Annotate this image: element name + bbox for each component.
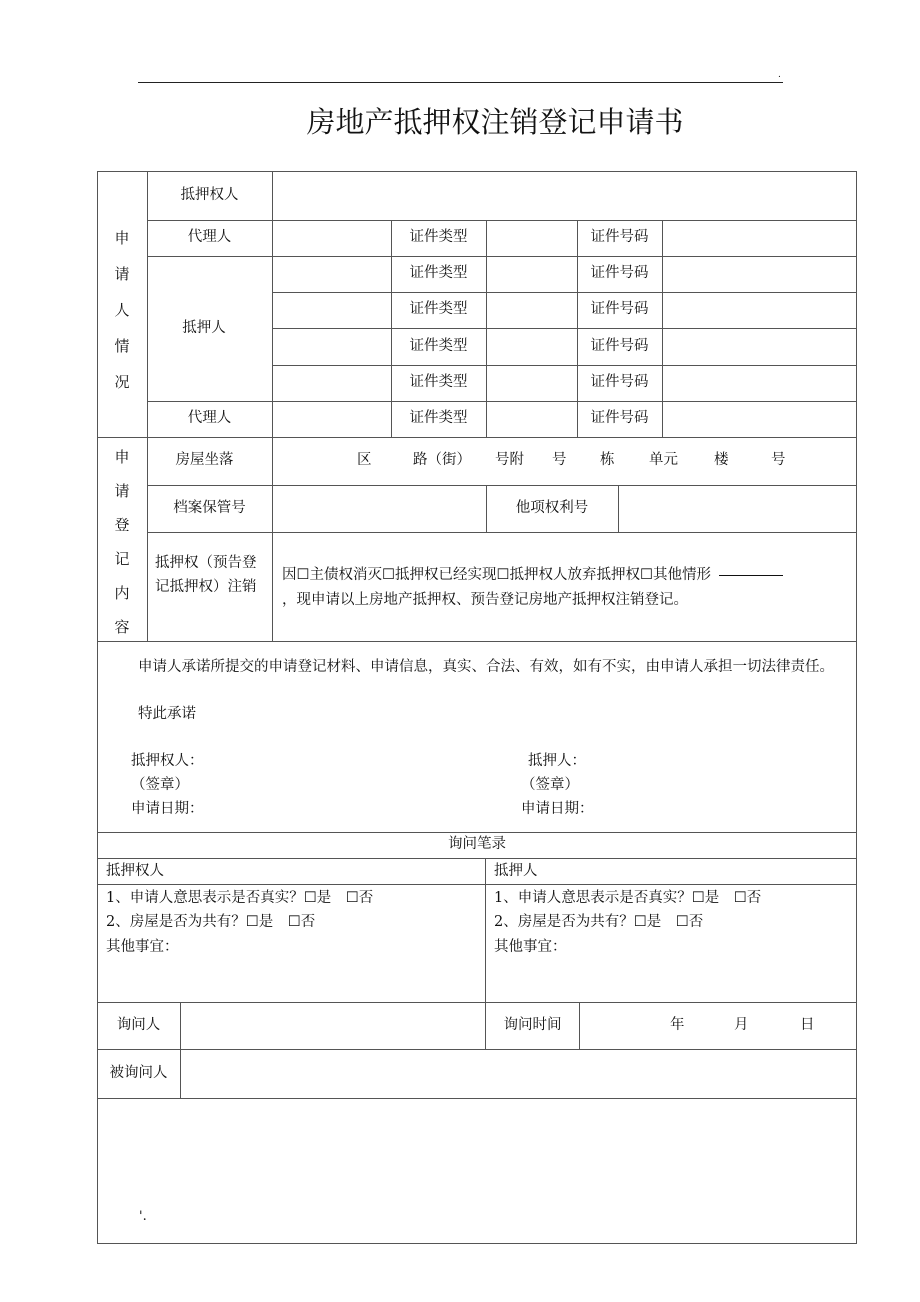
inquiry-title: 询问笔录: [448, 836, 506, 853]
inquiry-mortgagee-other: 其他事宜：: [106, 939, 179, 955]
id-number-label: 证件号码: [590, 265, 649, 282]
pledge-mortgagor-date: 申请日期：: [521, 801, 594, 817]
agent-label: 代理人: [187, 229, 232, 246]
inquiry-time-label: 询问时间: [503, 1016, 562, 1033]
id-number-field[interactable]: [663, 221, 856, 255]
id-type-label: 证件类型: [409, 337, 468, 354]
header-rule: [138, 82, 783, 83]
page-title: 房地产抵押权注销登记申请书: [306, 105, 684, 139]
archive-number-field[interactable]: [273, 486, 485, 531]
id-number-label: 证件号码: [590, 301, 649, 318]
mortgagee-field[interactable]: [273, 172, 856, 219]
cancel-reasons: [282, 568, 783, 583]
id-number-label: 证件号码: [590, 229, 649, 246]
cancel-request: ，现申请以上房地产抵押权、预告登记房地产抵押权注销登记。: [282, 592, 688, 608]
rule: [97, 884, 857, 885]
pledge-special: 特此承诺: [138, 706, 196, 722]
other-right-number-label: 他项权利号: [515, 499, 589, 516]
location-district: 区: [357, 452, 372, 468]
location-number-annex: 号附: [495, 452, 524, 468]
inquiry-mortgagor-header: 抵押人: [494, 863, 538, 879]
location-number: 号: [552, 452, 567, 468]
location-unit: 单元: [649, 452, 678, 468]
rule: [97, 641, 857, 642]
inquiry-mortgagee-q2: 2、房屋是否为共有？☐是 ☐否: [106, 914, 316, 930]
location-room: 号: [771, 452, 786, 468]
cancel-label: 抵押权（预告登记抵押权）注销: [155, 555, 257, 595]
location-floor: 楼: [714, 452, 729, 468]
inquired-person-field[interactable]: [181, 1050, 856, 1097]
inquirer-label: 询问人: [116, 1016, 161, 1033]
inquirer-field[interactable]: [181, 1003, 484, 1048]
inquiry-month: 月: [734, 1017, 749, 1033]
mortgagee-label: 抵押权人: [180, 186, 239, 203]
id-type-label: 证件类型: [409, 229, 468, 246]
header-dot: .: [778, 70, 781, 80]
inquiry-mortgagee-q1: 1、申请人意思表示是否真实？☐是 ☐否: [106, 890, 374, 906]
agent-name-field[interactable]: [273, 221, 390, 255]
location-building: 栋: [600, 452, 615, 468]
rule: [97, 858, 857, 859]
rule: [272, 328, 857, 329]
pledge-mortgagee-seal: （签章）: [131, 777, 189, 793]
rule: [272, 292, 857, 293]
pledge-mortgagee: 抵押权人：: [131, 753, 204, 769]
id-number-label: 证件号码: [590, 337, 649, 354]
id-type-label: 证件类型: [409, 301, 468, 318]
footer-mark: '.: [139, 1209, 147, 1224]
inquiry-mortgagor-q1: 1、申请人意思表示是否真实？☐是 ☐否: [494, 890, 762, 906]
applicant-section-label: 申 请 人 情 况: [114, 229, 130, 391]
rule: [147, 532, 857, 533]
inquiry-mortgagee-header: 抵押权人: [106, 863, 164, 879]
inquiry-day: 日: [800, 1017, 815, 1033]
content-section-label: 申 请 登 记 内 容: [114, 448, 130, 636]
mortgagor-label: 抵押人: [182, 319, 226, 336]
pledge-statement: 申请人承诺所提交的申请登记材料、申请信息，真实、合法、有效，如有不实，由申请人承担一切法律责任。: [138, 659, 834, 675]
agent-label: 代理人: [187, 410, 232, 427]
id-type-label: 证件类型: [409, 265, 468, 282]
cancel-reasons-text: 因☐主债权消灭☐抵押权已经实现☐抵押权人放弃抵押权☐其他情形: [282, 567, 711, 583]
pledge-mortgagee-date: 申请日期：: [131, 801, 204, 817]
other-reason-blank[interactable]: [719, 574, 783, 576]
id-number-label: 证件号码: [590, 410, 649, 427]
id-type-label: 证件类型: [409, 374, 468, 391]
location-road: 路（街）: [413, 452, 471, 468]
inquiry-mortgagor-other: 其他事宜：: [494, 939, 567, 955]
rule: [579, 1002, 580, 1049]
rule: [97, 1098, 857, 1099]
inquiry-year: 年: [670, 1017, 685, 1033]
archive-number-label: 档案保管号: [173, 499, 246, 516]
pledge-mortgagor: 抵押人：: [528, 753, 586, 769]
other-right-number-field[interactable]: [619, 486, 856, 531]
inquired-person-label: 被询问人: [109, 1064, 168, 1081]
id-type-label: 证件类型: [409, 410, 468, 427]
id-number-label: 证件号码: [590, 374, 649, 391]
rule: [272, 365, 857, 366]
inquiry-mortgagor-q2: 2、房屋是否为共有？☐是 ☐否: [494, 914, 704, 930]
id-type-field[interactable]: [487, 221, 576, 255]
location-label: 房屋坐落: [175, 452, 234, 469]
pledge-mortgagor-seal: （签章）: [521, 777, 579, 793]
